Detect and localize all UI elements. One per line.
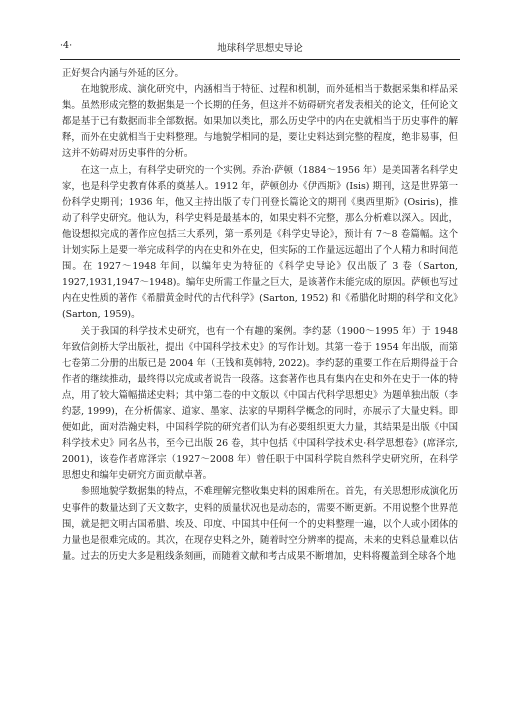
paragraph: 在地貌形成、演化研究中，内涵相当于特征、过程和机制，而外延相当于数据采集和样品采集。虽然形成完整的数据集是一个长期的任务，但这并不妨碍研究者发表相关的论文，任何论文都是基于已有数据而非全部数据。如果加以类比，那么历史学中的内在史就相当于历史事件的解释，而外在史就相当于史料整理。与地貌学相同的是，要让史料达到完整的程度，绝非易事，但这并不妨碍对历史事件的分析。	[62, 84, 458, 160]
paragraph: 关于我国的科学技术史研究，也有一个有趣的案例。李约瑟（1900～1995 年）于 1948 年致信剑桥大学出版社，提出《中国科学技术史》的写作计划。其第一卷于 1954 年出版，而第七卷第二分册的出版已是 2004 年（王钱和莫韩特, 2022)。李约瑟的重要工作在后期得益于合作者的继续推动，最终得以完成或者说告一段落。这套著作也具有集内在史和外在史于一体的特点，用了较大篇幅描述史料；其中第二卷的中文版以《中国古代科学思想史》为题单独出版（李约瑟, 1999)，在分析儒家、道家、墨家、法家的早期科学概念的同时，亦展示了大量史料。即便如此，面对浩瀚史料，中国科学院的研究者们认为有必要组织更大力量，其结果是出版《中国科学技术史》同名丛书，至今已出版 26 卷，其中包括《中国科学技术史·科学思想卷》(席泽宗, 2001)，该卷作者席泽宗（1927～2008 年）曾任职于中国科学院自然科学史研究所，在科学思想史和编年史研究方面贡献卓著。	[62, 325, 458, 482]
paragraph-continued: 正好契合内涵与外延的区分。	[62, 68, 184, 79]
header-rule	[60, 59, 460, 60]
page-header	[60, 40, 460, 56]
body-text	[62, 66, 458, 565]
page-number: ·4·	[60, 40, 73, 51]
paragraph: 在这一点上，有科学史研究的一个实例。乔治·萨顿（1884～1956 年）是美国著名科学史家，也是科学史教育体系的奠基人。1912 年，萨顿创办《伊西斯》(Isis) 期刊，这是世界第一份科学史期刊；1936 年，他又主持出版了专门刊登长篇论文的期刊《奥西里斯》(Osiris)，推动了科学史研究。他认为，科学史料是最基本的，如果史料不完整，那么分析难以深入。因此，他设想拟完成的著作应包括三大系列，第一系列是《科学史导论》，预计有 7～8 卷篇幅。这个计划实际上是要一举完成科学的内在史和外在史，但实际的工作量远远超出了个人精力和时间范围。在 1927～1948 年间，以编年史为特征的《科学史导论》仅出版了 3 卷（Sarton, 1927,1931,1947～1948)。编年史所需工作量之巨大，是该著作未能完成的原因。萨顿也写过内在史性质的著作《希腊黄金时代的古代科学》(Sarton, 1952) 和《希腊化时期的科学和文化》(Sarton, 1959)。	[62, 164, 458, 321]
running-title: 地球科学思想史导论	[217, 43, 303, 54]
paragraph: 参照地貌学数据集的特点，不难理解完整收集史料的困难所在。首先，有关思想形成演化历史事件的数量达到了天文数字，史料的质量状况也是动态的，需要不断更新。不用说整个世界范围，就是把文明古国希腊、埃及、印度、中国其中任何一个的史料整理一遍，以个人或小团体的力量也是很难完成的。其次，在现存史料之外，随着时空分辨率的提高，未来的史料总量难以估量。过去的历史大多是粗线条刻画，而随着文献和考古成果不断增加，史料将覆盖到全球各个地	[62, 486, 458, 562]
